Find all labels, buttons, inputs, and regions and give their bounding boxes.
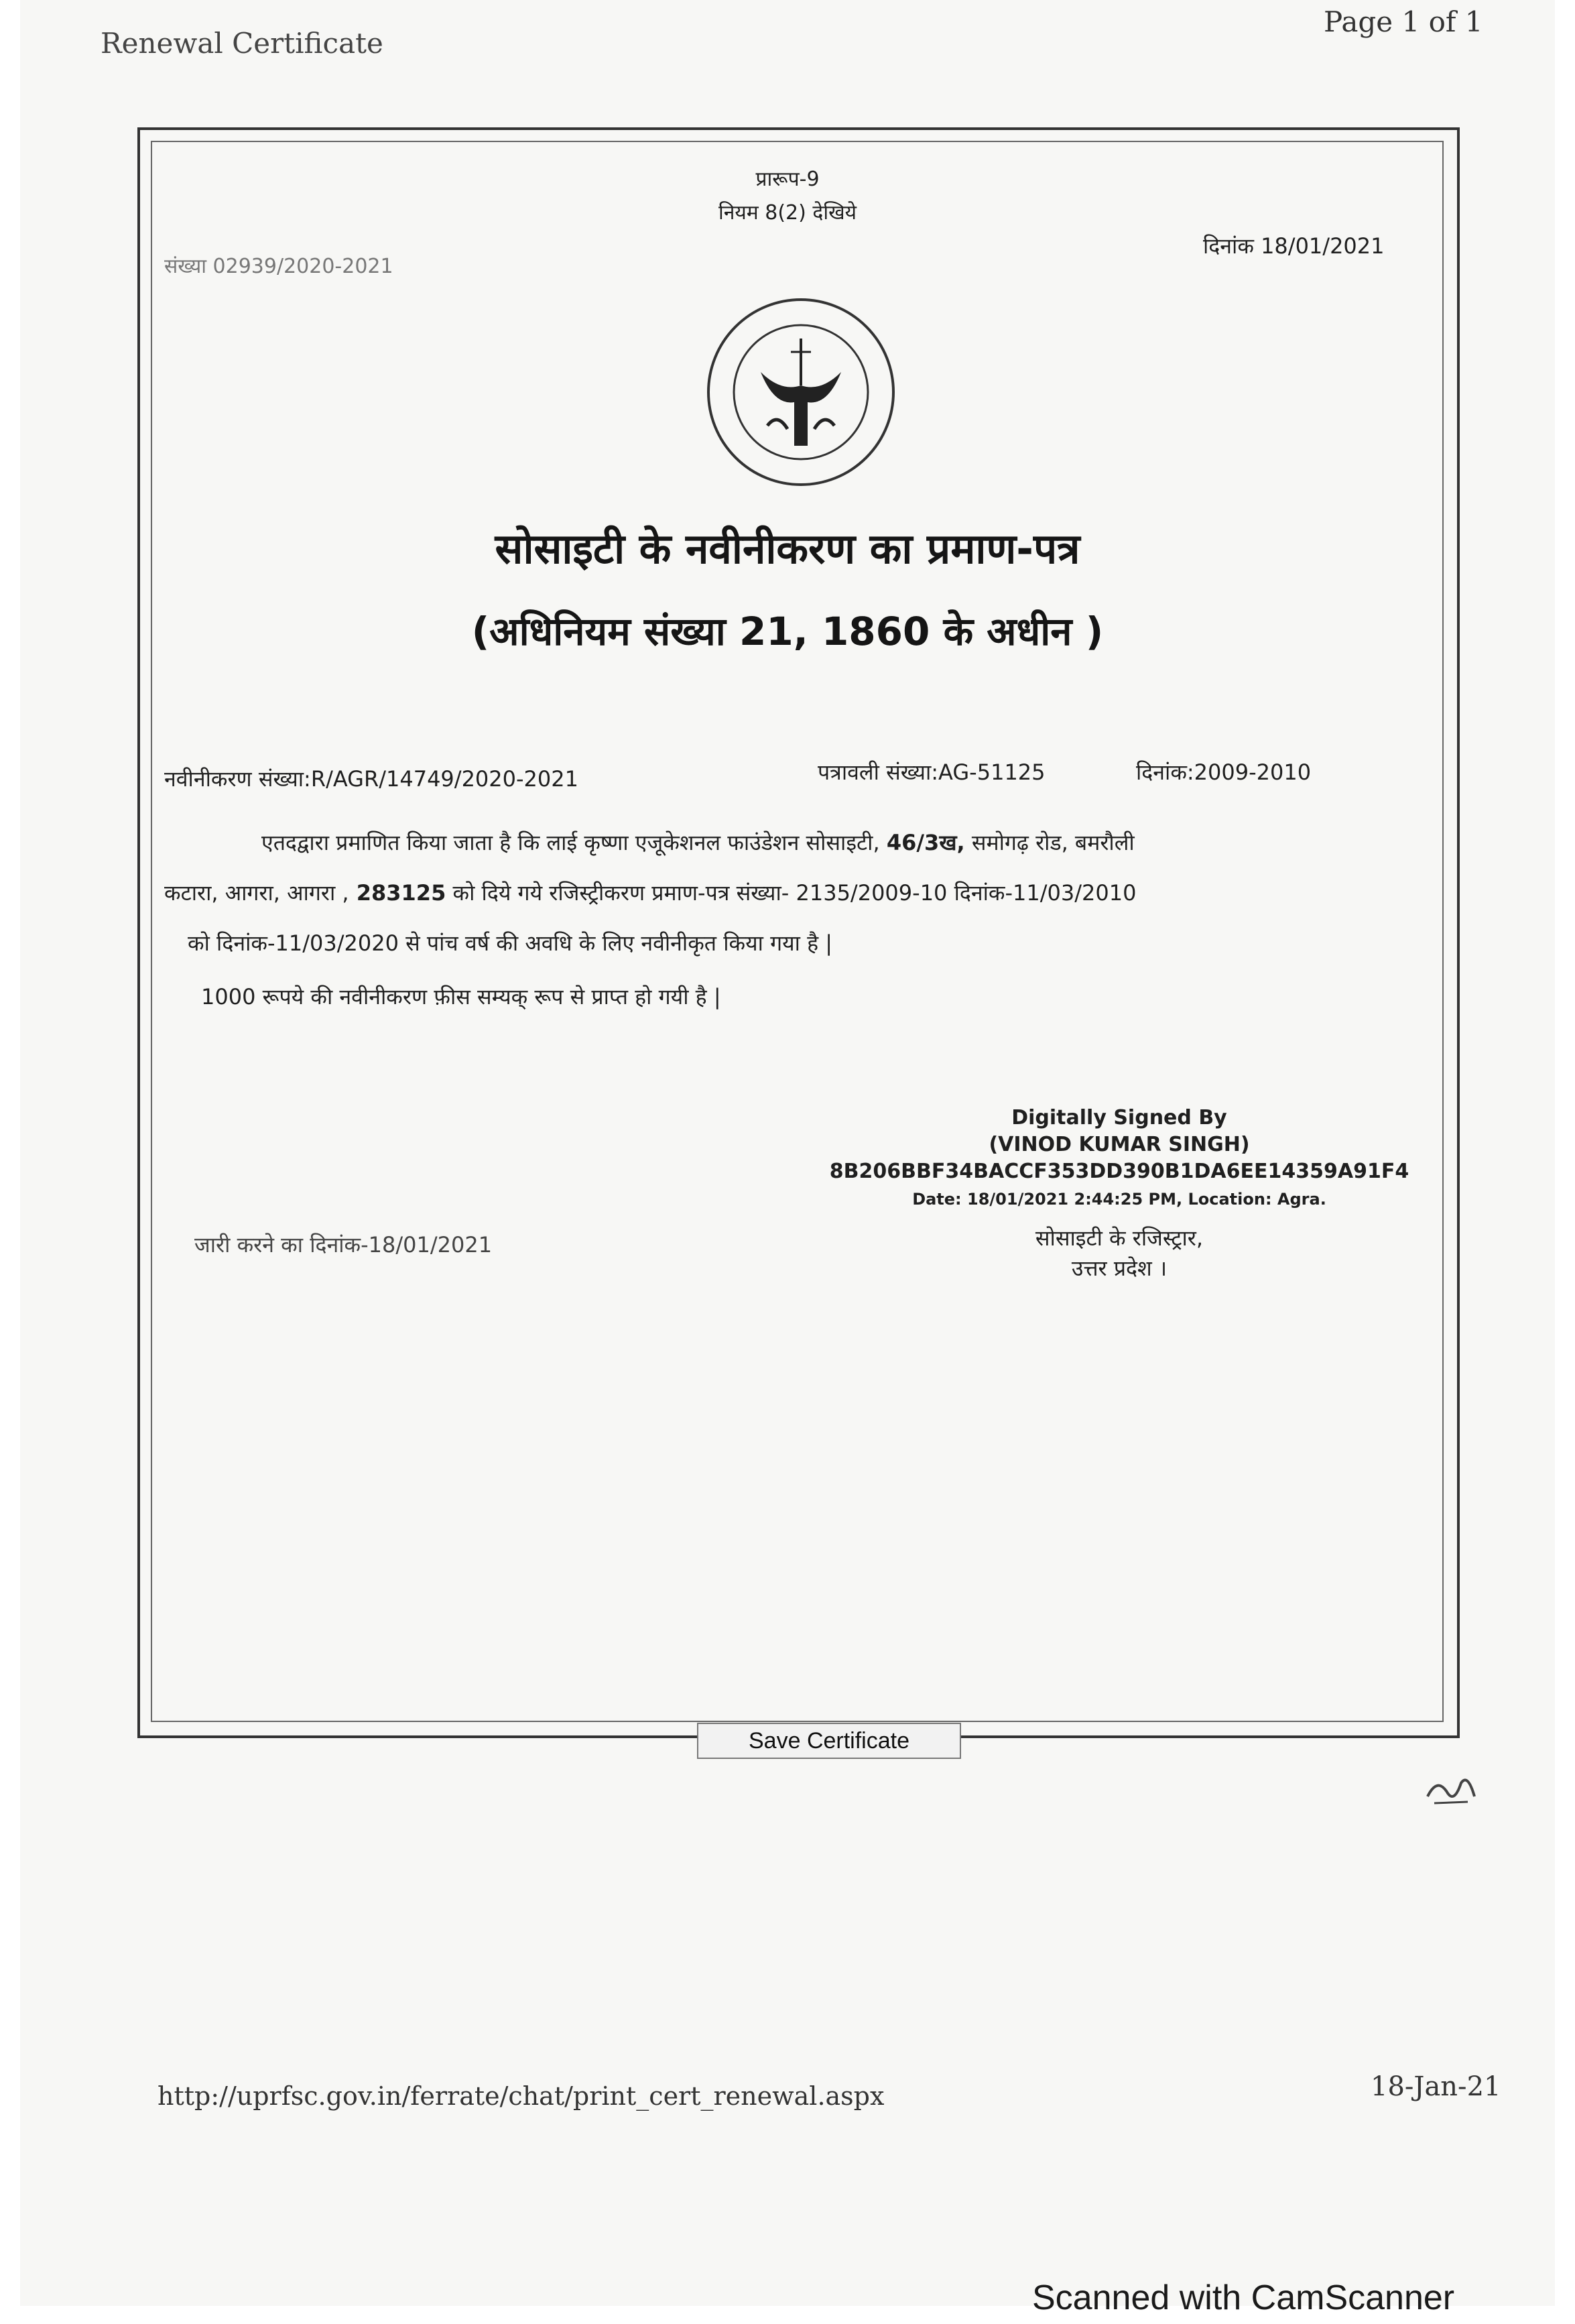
- renewal-number: नवीनीकरण संख्या:R/AGR/14749/2020-2021: [164, 766, 578, 792]
- pin-code: 283125: [349, 880, 446, 906]
- registrar-state: उत्तर प्रदेश ।: [1071, 1256, 1168, 1281]
- signature-meta: Date: 18/01/2021 2:44:25 PM, Location: Agra.: [912, 1190, 1326, 1209]
- issue-date: जारी करने का दिनांक-18/01/2021: [194, 1232, 493, 1258]
- registrar-designation: सोसाइटी के रजिस्ट्रार,: [1035, 1225, 1204, 1251]
- scanner-watermark: Scanned with CamScanner: [1032, 2278, 1455, 2317]
- state-emblem-icon: [700, 292, 901, 493]
- body-text: कटारा, आगरा, आगरा ,: [164, 880, 349, 906]
- certificate-body-line-4: 1000 रूपये की नवीनीकरण फ़ीस सम्यक् रूप से प्राप्त हो गयी है |: [201, 984, 721, 1010]
- body-text: एतदद्वारा प्रमाणित किया जाता है कि लाई कृष्णा एजूकेशनल फाउंडेशन सोसाइटी,: [261, 830, 880, 855]
- file-number: पत्रावली संख्या:AG-51125: [818, 759, 1046, 785]
- footer-date: 18-Jan-21: [1371, 2071, 1501, 2102]
- print-url: http://uprfsc.gov.in/ferrate/chat/print_cert_renewal.aspx: [158, 2081, 885, 2111]
- body-text: को दिये गये रजिस्ट्रीकरण प्रमाण-पत्र संख्या- 2135/2009-10 दिनांक-11/03/2010: [446, 880, 1137, 906]
- certificate-body-line-2: [164, 878, 1136, 907]
- file-date: दिनांक:2009-2010: [1136, 759, 1312, 785]
- page-indicator: Page 1 of 1: [1324, 5, 1483, 38]
- rule-reference: नियम 8(2) देखिये: [718, 201, 857, 225]
- certificate-date: दिनांक 18/01/2021: [1203, 233, 1385, 259]
- save-certificate-button[interactable]: Save Certificate: [697, 1723, 961, 1759]
- certificate-title: सोसाइटी के नवीनीकरण का प्रमाण-पत्र: [495, 524, 1080, 573]
- signature-label: Digitally Signed By: [1011, 1106, 1227, 1129]
- page-header-title: Renewal Certificate: [101, 27, 383, 60]
- certificate-body-line-1: [261, 828, 1135, 857]
- signatory-name: (VINOD KUMAR SINGH): [989, 1133, 1250, 1156]
- society-plot-number: 46/3ख,: [886, 830, 965, 855]
- registration-number: संख्या 02939/2020-2021: [164, 255, 393, 278]
- body-text: समोगढ़ रोड, बमरौली: [964, 830, 1135, 855]
- signature-hash: 8B206BBF34BACCF353DD390B1DA6EE14359A91F4: [829, 1160, 1409, 1183]
- certificate-body-line-3: को दिनांक-11/03/2020 से पांच वर्ष की अवधि के लिए नवीनीकृत किया गया है |: [188, 930, 833, 956]
- handwritten-mark-icon: [1421, 1770, 1481, 1810]
- form-number: प्रारूप-9: [755, 168, 820, 191]
- certificate-subtitle: (अधिनियम संख्या 21, 1860 के अधीन ): [471, 609, 1104, 654]
